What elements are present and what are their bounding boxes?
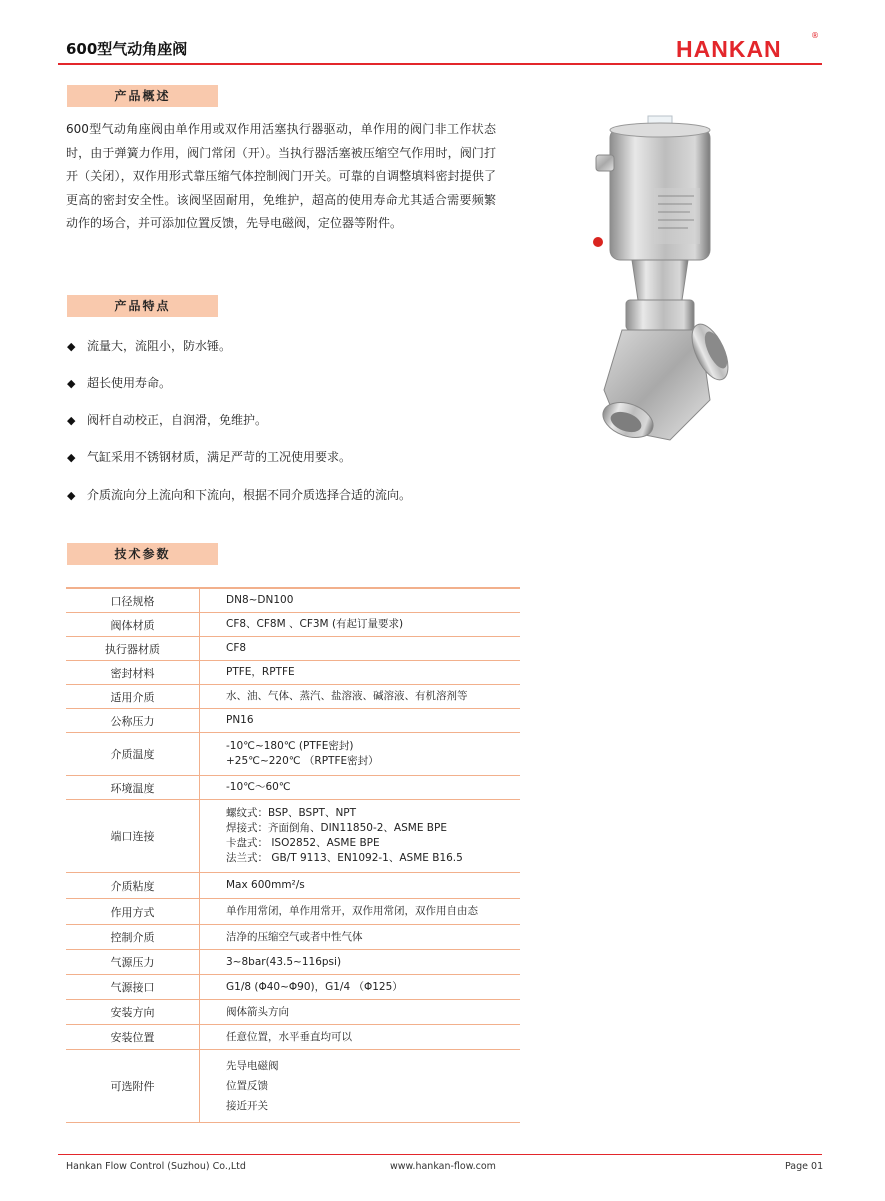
spec-row — [66, 661, 520, 685]
section-tab-features: 产品特点 — [67, 295, 218, 317]
diamond-bullet-icon: ◆ — [67, 340, 76, 353]
spec-value: 阀体箭头方向 — [226, 1005, 289, 1018]
spec-value: DN8~DN100 — [226, 594, 294, 606]
spec-label: 阀体材质 — [66, 613, 200, 636]
section-tab-specs: 技术参数 — [67, 543, 218, 565]
spec-label: 适用介质 — [66, 685, 200, 708]
spec-label: 密封材料 — [66, 661, 200, 684]
spec-label: 安装方向 — [66, 1000, 200, 1024]
spec-row — [66, 613, 520, 637]
spec-value: 任意位置，水平垂直均可以 — [226, 1030, 352, 1043]
spec-label: 介质温度 — [66, 733, 200, 775]
feature-item — [67, 486, 411, 503]
spec-row — [66, 800, 520, 873]
spec-label: 公称压力 — [66, 709, 200, 732]
spec-row — [66, 685, 520, 709]
spec-value: CF8 — [226, 642, 247, 654]
spec-label: 气源接口 — [66, 975, 200, 999]
spec-value: 水、油、气体、蒸汽、盐溶液、碱溶液、有机溶剂等 — [226, 690, 468, 702]
overview-paragraph: 600型气动角座阀由单作用或双作用活塞执行器驱动，单作用的阀门非工作状态时，由于弹簧力作用，阀门常闭（开）。当执行器活塞被压缩空气作用时，阀门打开（关闭），双作用形式靠压缩气体控制阀门开关。可靠的自调整填料密封提供了更高的密封安全性。该阀坚固耐用，免维护，超高的使用寿命尤其适合需要频繁动作的场合，并可添加位置反馈，先导电磁阀，定位器等附件。 — [66, 122, 496, 230]
spec-label: 可选附件 — [66, 1050, 200, 1122]
spec-label: 作用方式 — [66, 899, 200, 924]
diamond-bullet-icon: ◆ — [67, 377, 76, 390]
spec-value: G1/8 (Φ40~Φ90)，G1/4 （Φ125） — [226, 980, 403, 993]
feature-text: 流量大，流阻小，防水锤。 — [87, 339, 232, 353]
footer-website: www.hankan-flow.com — [390, 1161, 496, 1172]
feature-text: 气缸采用不锈钢材质，满足严苛的工况使用要求。 — [87, 450, 352, 464]
spec-value: 单作用常闭，单作用常开，双作用常闭，双作用自由态 — [226, 905, 478, 917]
valve-product-image — [560, 100, 760, 460]
spec-label: 端口连接 — [66, 800, 200, 872]
spec-label: 环境温度 — [66, 776, 200, 799]
feature-text: 超长使用寿命。 — [87, 376, 172, 390]
footer-divider — [58, 1154, 822, 1155]
spec-value: -10℃～60℃ — [226, 781, 291, 793]
registered-mark: ® — [811, 31, 819, 40]
footer-company: Hankan Flow Control (Suzhou) Co.,Ltd — [66, 1161, 246, 1172]
spec-value: 螺纹式：BSP、BSPT、NPT 焊接式：齐面倒角、DIN11850-2、ASME BPE 卡盘式： ISO2852、ASME BPE 法兰式： GB/T 9113、EN1092-1、ASME B16.5 — [226, 807, 463, 864]
spec-value: CF8、CF8M 、CF3M (有起订量要求) — [226, 618, 404, 630]
section-tab-overview: 产品概述 — [67, 85, 218, 107]
spec-label: 控制介质 — [66, 925, 200, 949]
diamond-bullet-icon: ◆ — [67, 451, 76, 464]
spec-label: 执行器材质 — [66, 637, 200, 660]
feature-item — [67, 411, 267, 428]
spec-row — [66, 1050, 520, 1123]
feature-text: 介质流向分上流向和下流向，根据不同介质选择合适的流向。 — [87, 488, 412, 502]
spec-row — [66, 1000, 520, 1025]
spec-value: Max 600mm²/s — [226, 879, 305, 891]
spec-row — [66, 873, 520, 899]
feature-text: 阀杆自动校正，自润滑，免维护。 — [87, 413, 268, 427]
spec-row — [66, 950, 520, 975]
feature-item — [67, 374, 171, 391]
spec-label: 气源压力 — [66, 950, 200, 974]
document-title: 600型气动角座阀 — [66, 40, 188, 58]
header-divider — [58, 63, 822, 65]
spec-row — [66, 637, 520, 661]
spec-row — [66, 776, 520, 800]
spec-value: 洁净的压缩空气或者中性气体 — [226, 930, 363, 943]
spec-row — [66, 709, 520, 733]
spec-table — [66, 587, 520, 1123]
feature-item — [67, 448, 351, 465]
diamond-bullet-icon: ◆ — [67, 414, 76, 427]
spec-value: 3~8bar(43.5~116psi) — [226, 955, 342, 968]
footer-page-number: Page 01 — [785, 1161, 824, 1172]
diamond-bullet-icon: ◆ — [67, 489, 76, 502]
brand-logo: HANKAN — [676, 36, 782, 62]
spec-row — [66, 1025, 520, 1050]
spec-label: 介质粘度 — [66, 873, 200, 898]
spec-row — [66, 733, 520, 776]
feature-item — [67, 337, 231, 354]
spec-row — [66, 899, 520, 925]
spec-value: 先导电磁阀 位置反馈 接近开关 — [226, 1060, 279, 1112]
spec-value: PTFE，RPTFE — [226, 666, 295, 678]
spec-label: 口径规格 — [66, 589, 200, 612]
spec-value: -10℃~180℃ (PTFE密封) +25℃~220℃ （RPTFE密封） — [226, 740, 379, 767]
spec-value: PN16 — [226, 714, 254, 726]
spec-row — [66, 587, 520, 613]
spec-row — [66, 975, 520, 1000]
spec-label: 安装位置 — [66, 1025, 200, 1049]
spec-row — [66, 925, 520, 950]
